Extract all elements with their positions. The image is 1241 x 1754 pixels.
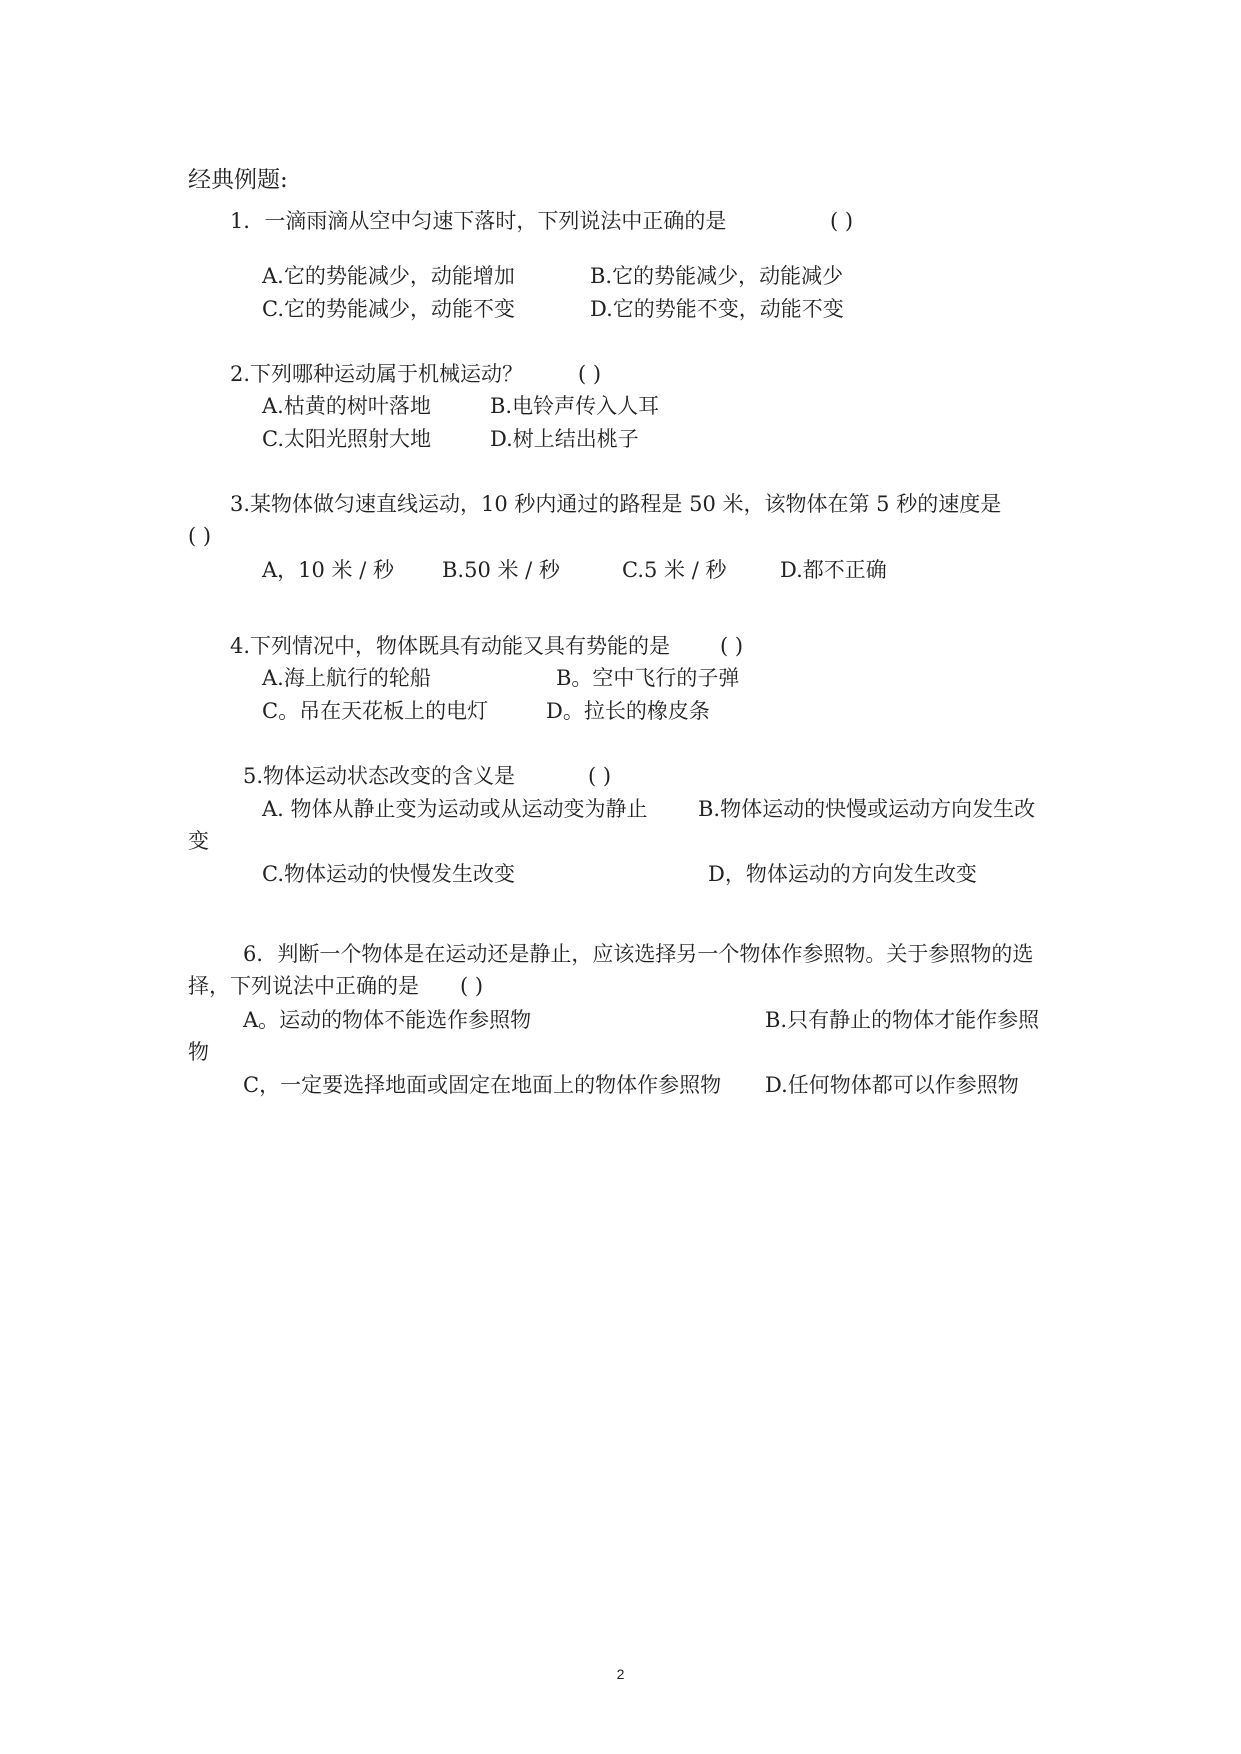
question-6-stem: 6．判断一个物体是在运动还是静止，应该选择另一个物体作参照物。关于参照物的选: [243, 942, 1034, 966]
question-4-option-c: C。吊在天花板上的电灯: [262, 699, 489, 723]
page-number: 2: [616, 1666, 625, 1682]
question-6-option-a: A。运动的物体不能选作参照物: [243, 1008, 532, 1032]
section-heading: 经典例题:: [188, 167, 288, 193]
question-5-option-a: A. 物体从静止变为运动或从运动变为静止: [262, 797, 648, 821]
question-6-option-b: B.只有静止的物体才能作参照: [765, 1008, 1040, 1032]
question-1-stem: 1．一滴雨滴从空中匀速下落时，下列说法中正确的是: [230, 209, 727, 233]
question-5-option-b: B.物体运动的快慢或运动方向发生改: [698, 797, 1036, 821]
question-6-option-c: C，一定要选择地面或固定在地面上的物体作参照物: [243, 1073, 722, 1097]
question-2-option-b: B.电铃声传入人耳: [490, 394, 660, 418]
question-1-option-b: B.它的势能减少，动能减少: [590, 264, 844, 288]
question-3-stem: 3.某物体做匀速直线运动，10 秒内通过的路程是 50 米，该物体在第 5 秒的速度是: [230, 492, 1002, 516]
question-3-option-d: D.都不正确: [780, 558, 887, 582]
question-4-option-a: A.海上航行的轮船: [262, 666, 431, 690]
question-5-option-c: C.物体运动的快慢发生改变: [262, 862, 515, 886]
question-1-option-a: A.它的势能减少，动能增加: [262, 264, 515, 288]
question-3-option-c: C.5 米 / 秒: [622, 558, 727, 582]
question-4-option-d: D。拉长的橡皮条: [546, 699, 710, 723]
question-5-option-b-continued: 变: [188, 829, 209, 853]
question-2-option-a: A.枯黄的树叶落地: [262, 394, 431, 418]
question-2-option-c: C.太阳光照射大地: [262, 427, 431, 451]
question-6-option-d: D.任何物体都可以作参照物: [765, 1073, 1019, 1097]
question-6-option-b-continued: 物: [188, 1040, 209, 1064]
question-6-answer-blank: ( ): [460, 974, 484, 998]
question-5-option-d: D，物体运动的方向发生改变: [708, 862, 977, 886]
question-2-answer-blank: ( ): [578, 362, 602, 386]
question-1-option-c: C.它的势能减少，动能不变: [262, 297, 515, 321]
question-4-option-b: B。空中飞行的子弹: [556, 666, 740, 690]
question-4-answer-blank: ( ): [720, 634, 744, 658]
question-5-answer-blank: ( ): [588, 764, 612, 788]
question-3-option-b: B.50 米 / 秒: [442, 558, 560, 582]
question-5-stem: 5.物体运动状态改变的含义是: [243, 764, 516, 788]
question-2-stem: 2.下列哪种运动属于机械运动？: [230, 362, 524, 386]
question-3-option-a: A，10 米 / 秒: [262, 558, 394, 582]
question-1-option-d: D.它的势能不变，动能不变: [590, 297, 844, 321]
question-4-stem: 4.下列情况中，物体既具有动能又具有势能的是: [230, 634, 671, 658]
question-6-stem-continued: 择，下列说法中正确的是: [188, 974, 419, 998]
question-1-answer-blank: ( ): [830, 209, 854, 233]
question-2-option-d: D.树上结出桃子: [490, 427, 639, 451]
question-3-answer-blank: ( ): [188, 524, 212, 548]
